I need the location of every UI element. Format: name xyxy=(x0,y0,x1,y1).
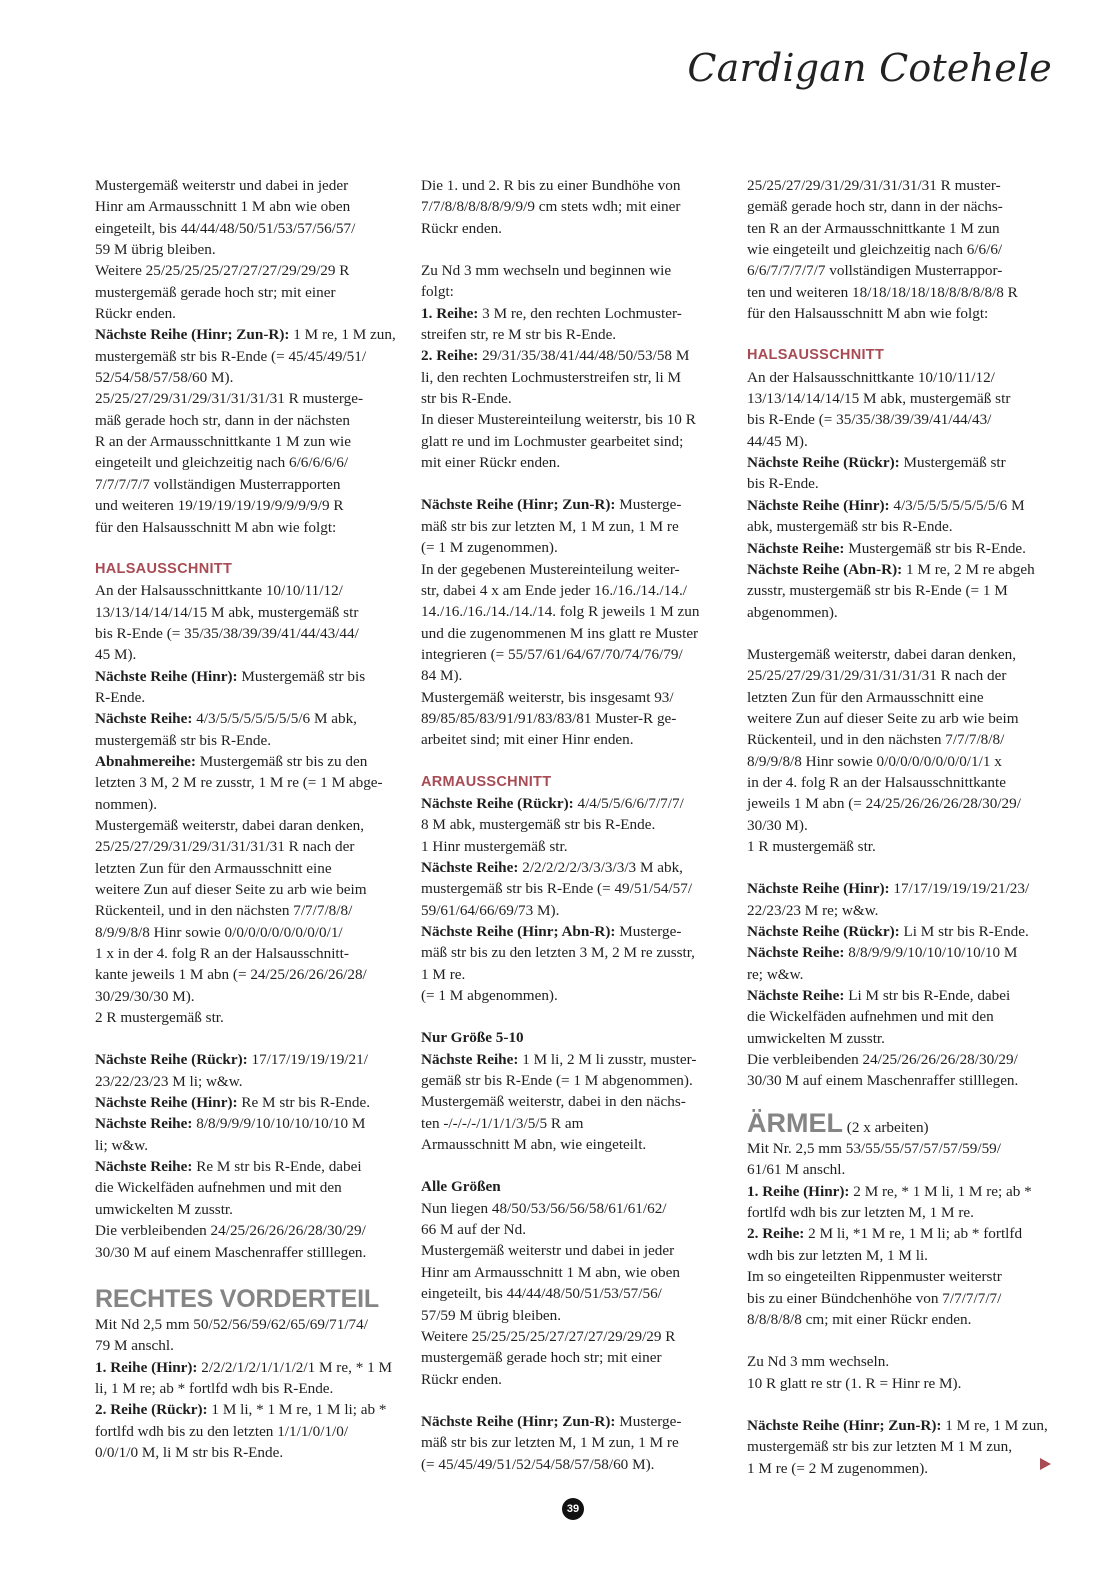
instruction-text: 3 M re, den rechten Lochmuster- xyxy=(478,304,682,322)
row-label: Nächste Reihe (Hinr; Zun-R): xyxy=(747,1416,942,1434)
text-line: folgt: xyxy=(421,283,454,301)
part-heading: RECHTES VORDERTEIL xyxy=(95,1284,379,1313)
text-line xyxy=(95,324,401,345)
text-line: 84 M). xyxy=(421,667,463,685)
text-line: umwickelten M zusstr. xyxy=(95,1200,233,1218)
text-line: letzten 3 M, 2 M re zusstr, 1 M re (= 1 M abge- xyxy=(95,774,383,792)
text-line: Rückr enden. xyxy=(421,219,502,237)
text-line: li, den rechten Lochmusterstreifen str, li M xyxy=(421,368,682,386)
text-column-3 xyxy=(747,175,1053,1500)
text-line xyxy=(95,1357,401,1378)
text-line: R-Ende. xyxy=(95,688,146,706)
row-label: Nächste Reihe (Hinr; Zun-R): xyxy=(421,496,616,514)
text-block xyxy=(747,878,1053,1091)
text-line xyxy=(95,708,401,729)
text-line: weitere Zun auf dieser Seite zu arb wie beim xyxy=(95,881,367,898)
text-line: (= 45/45/49/51/52/54/58/57/58/60 M). xyxy=(421,1455,655,1473)
text-line: eingeteilt, bis 44/44/48/50/51/53/57/56/ xyxy=(421,1285,662,1303)
text-block xyxy=(421,1411,727,1475)
instruction-text: 2 M re, * 1 M li, 1 M re; ab * xyxy=(849,1182,1032,1200)
text-line: mäß str bis zur letzten M, 1 M zun, 1 M re xyxy=(421,1434,679,1452)
text-line: Mustergemäß weiterstr, dabei daran denken, xyxy=(95,816,365,834)
row-label: Nächste Reihe (Hinr; Zun-R): xyxy=(421,1412,616,1430)
text-line: mustergemäß str bis R-Ende (= 49/51/54/57/ xyxy=(421,880,693,898)
page-number-badge: 39 xyxy=(562,1498,584,1520)
text-line xyxy=(747,985,1053,1006)
text-line: 1 x in der 4. folg R an der Halsausschnitt- xyxy=(95,945,349,963)
instruction-text: 1 M re, 1 M zun, xyxy=(289,326,396,344)
text-line: 30/29/30/30 M). xyxy=(95,987,195,1005)
text-line: 8 M abk, mustergemäß str bis R-Ende. xyxy=(421,816,656,834)
text-block xyxy=(747,345,1053,622)
text-line xyxy=(421,494,727,515)
text-line: und die zugenommenen M ins glatt re Muster xyxy=(421,624,699,642)
row-label: 1. Reihe: xyxy=(421,304,479,322)
text-line: mäß str bis zur letzten M, 1 M zun, 1 M re xyxy=(421,517,679,535)
text-block xyxy=(747,1107,1053,1330)
row-label: Alle Größen xyxy=(421,1178,501,1196)
section-heading: HALSAUSSCHNITT xyxy=(95,560,233,577)
text-line: mustergemäß str bis zur letzten M 1 M zun, xyxy=(747,1438,1013,1456)
text-line: Armausschnitt M abn, wie eingeteilt. xyxy=(421,1136,647,1154)
row-label: 1. Reihe (Hinr): xyxy=(95,1358,198,1376)
text-line: mustergemäß str bis R-Ende (= 45/45/49/51/ xyxy=(95,347,367,365)
text-line: arbeitet sind; mit einer Hinr enden. xyxy=(421,731,634,749)
text-line xyxy=(421,1049,727,1070)
text-line: bis R-Ende. xyxy=(747,475,819,493)
instruction-text: 4/4/5/5/6/6/7/7/7/ xyxy=(573,794,684,812)
text-line: Die 1. und 2. R bis zu einer Bundhöhe von xyxy=(421,177,681,194)
text-line: 79 M anschl. xyxy=(95,1337,174,1355)
row-label: Nächste Reihe (Abn-R): xyxy=(747,560,903,578)
text-line: 59 M übrig bleiben. xyxy=(95,241,216,259)
instruction-text: Mustergemäß str bis R-Ende. xyxy=(844,539,1026,557)
text-line: fortlfd wdh bis zu den letzten 1/1/1/0/1/0/ xyxy=(95,1422,349,1440)
row-label: Nächste Reihe (Rückr): xyxy=(421,794,574,812)
text-line: abk, mustergemäß str bis R-Ende. xyxy=(747,518,953,536)
row-label: Nächste Reihe (Hinr): xyxy=(747,880,890,898)
text-line: abgenommen). xyxy=(747,603,838,621)
continue-arrow-icon xyxy=(1040,1458,1051,1470)
text-line xyxy=(747,538,1053,559)
text-line xyxy=(95,1049,401,1070)
text-block xyxy=(95,559,401,1029)
text-line: Die verbleibenden 24/25/26/26/26/28/30/29/ xyxy=(95,1222,366,1240)
text-line: R an der Armausschnittkante 1 M zun wie xyxy=(95,433,352,451)
text-line: li; w&w. xyxy=(95,1136,149,1154)
row-label: Nächste Reihe: xyxy=(421,858,519,876)
text-line xyxy=(747,452,1053,473)
text-line: 61/61 M anschl. xyxy=(747,1161,846,1179)
text-line xyxy=(747,495,1053,516)
text-line: mit einer Rückr enden. xyxy=(421,454,561,472)
instruction-text: 17/17/19/19/19/21/23/ xyxy=(889,880,1030,898)
text-line xyxy=(421,1176,727,1197)
part-heading-title: ÄRMEL xyxy=(747,1107,843,1138)
text-line: jeweils 1 M abn (= 24/25/26/26/26/28/30/29/ xyxy=(747,795,1021,813)
text-line xyxy=(747,1415,1053,1436)
text-line: 1 M re. xyxy=(421,965,466,983)
row-label: Abnahmereihe: xyxy=(95,752,196,770)
text-line xyxy=(95,1156,401,1177)
text-line: eingeteilt, bis 44/44/48/50/51/53/57/56/57/ xyxy=(95,219,356,237)
text-line xyxy=(95,1092,401,1113)
text-line: wie eingeteilt und gleichzeitig nach 6/6/6/ xyxy=(747,241,1003,259)
row-label: Nächste Reihe (Rückr): xyxy=(747,454,900,472)
text-block xyxy=(421,260,727,473)
row-label: Nächste Reihe (Hinr; Zun-R): xyxy=(95,326,290,344)
text-block xyxy=(95,1049,401,1262)
text-line xyxy=(747,878,1053,899)
text-line xyxy=(95,1113,401,1134)
text-block xyxy=(421,772,727,1007)
text-line: Hinr am Armausschnitt 1 M abn, wie oben xyxy=(421,1263,680,1281)
text-line: 23/22/23/23 M li; w&w. xyxy=(95,1072,243,1090)
instruction-text: 29/31/35/38/41/44/48/50/53/58 M xyxy=(478,347,690,365)
text-line: 52/54/58/57/58/60 M). xyxy=(95,369,234,387)
row-label: Nächste Reihe: xyxy=(747,944,845,962)
row-label: 2. Reihe: xyxy=(421,347,479,365)
row-label: Nächste Reihe (Hinr): xyxy=(95,667,238,685)
text-line: bis R-Ende (= 35/35/38/39/39/41/44/43/ xyxy=(747,411,992,429)
text-block xyxy=(747,1351,1053,1394)
text-line: 13/13/14/14/14/15 M abk, mustergemäß str xyxy=(95,603,359,621)
text-line: In der gegebenen Mustereinteilung weiter- xyxy=(421,560,680,578)
text-block xyxy=(421,1027,727,1155)
text-line: zusstr, mustergemäß str bis R-Ende (= 1 M xyxy=(747,582,1008,600)
text-line: 13/13/14/14/14/15 M abk, mustergemäß str xyxy=(747,390,1011,408)
row-label: Nächste Reihe (Hinr): xyxy=(747,496,890,514)
text-line: 25/25/27/29/31/29/31/31/31/31 R nach der xyxy=(95,838,355,856)
instruction-text: Musterge- xyxy=(615,923,682,940)
text-line: 10 R glatt re str (1. R = Hinr re M). xyxy=(747,1374,962,1392)
row-label: Nächste Reihe: xyxy=(95,1115,193,1133)
text-line: in der 4. folg R an der Halsausschnittkante xyxy=(747,773,1006,791)
instruction-text: 2/2/2/1/2/1/1/1/2/1 M re, * 1 M xyxy=(197,1358,392,1376)
text-line: Weitere 25/25/25/25/27/27/27/29/29/29 R xyxy=(95,262,350,280)
instruction-text: Li M str bis R-Ende. xyxy=(899,923,1029,940)
instruction-text: 2/2/2/2/2/3/3/3/3/3 M abk, xyxy=(518,858,683,876)
text-line: Mit Nd 2,5 mm 50/52/56/59/62/65/69/71/74/ xyxy=(95,1315,368,1333)
text-block xyxy=(95,1284,401,1463)
text-line: glatt re und im Lochmuster gearbeitet sind; xyxy=(421,432,684,450)
text-line: 89/85/85/83/91/91/83/83/81 Muster-R ge- xyxy=(421,709,677,727)
text-line: 59/61/64/66/69/73 M). xyxy=(421,901,560,919)
text-line xyxy=(95,751,401,772)
text-line: 30/30 M). xyxy=(747,816,808,834)
instruction-text: 1 M li, * 1 M re, 1 M li; ab * xyxy=(207,1401,387,1419)
text-line: und weiteren 19/19/19/19/19/9/9/9/9/9 R xyxy=(95,497,344,515)
text-line: Nun liegen 48/50/53/56/56/58/61/61/62/ xyxy=(421,1199,667,1217)
text-line: 25/25/27/29/31/29/31/31/31/31 R musterge- xyxy=(95,390,364,408)
instruction-text: 4/3/5/5/5/5/5/5/5/6 M abk, xyxy=(192,710,357,728)
text-line: li, 1 M re; ab * fortlfd wdh bis R-Ende. xyxy=(95,1379,334,1397)
row-label: Nächste Reihe (Rückr): xyxy=(747,923,900,940)
row-label: Nur Größe 5-10 xyxy=(421,1029,524,1047)
text-line: Rückenteil, und in den nächsten 7/7/7/8/8/ xyxy=(747,731,1005,749)
text-line: 66 M auf der Nd. xyxy=(421,1221,527,1239)
text-line xyxy=(421,345,727,366)
text-line: An der Halsausschnittkante 10/10/11/12/ xyxy=(747,368,995,386)
text-line: (= 1 M abgenommen). xyxy=(421,987,558,1005)
text-line: Die verbleibenden 24/25/26/26/26/28/30/29/ xyxy=(747,1051,1018,1069)
text-line: nommen). xyxy=(95,795,158,813)
text-line: für den Halsausschnitt M abn wie folgt: xyxy=(747,305,989,323)
text-line: streifen str, re M str bis R-Ende. xyxy=(421,326,617,344)
text-line xyxy=(421,857,727,878)
text-line xyxy=(747,1223,1053,1244)
text-line: 14./16./16./14./14./14. folg R jeweils 1 M zun xyxy=(421,603,700,621)
text-line: Zu Nd 3 mm wechseln und beginnen wie xyxy=(421,262,672,280)
text-line: Mustergemäß weiterstr und dabei in jeder xyxy=(95,177,349,194)
text-line xyxy=(747,559,1053,580)
text-line: 44/45 M). xyxy=(747,432,808,450)
text-line: 57/59 M übrig bleiben. xyxy=(421,1306,562,1324)
text-line: 8/9/9/8/8 Hinr sowie 0/0/0/0/0/0/0/0/0/1/ xyxy=(95,923,343,941)
text-line: Mustergemäß weiterstr, dabei in den nächs- xyxy=(421,1093,686,1111)
text-line xyxy=(421,793,727,814)
instruction-text: 1 M re, 2 M re abgeh xyxy=(902,560,1035,578)
instruction-text: Mustergemäß str bis zu den xyxy=(195,752,368,770)
text-line: ten -/-/-/-/1/1/1/3/5/5 R am xyxy=(421,1114,584,1132)
text-line: integrieren (= 55/57/61/64/67/70/74/76/79/ xyxy=(421,645,683,663)
text-line: Hinr am Armausschnitt 1 M abn wie oben xyxy=(95,198,351,216)
row-label: Nächste Reihe: xyxy=(95,1158,193,1176)
text-line: letzten Zun für den Armausschnitt eine xyxy=(95,859,332,877)
text-block xyxy=(95,175,401,538)
instruction-text: 8/8/9/9/9/10/10/10/10/10 M xyxy=(844,944,1018,962)
text-block xyxy=(421,1176,727,1389)
text-line: 30/30 M auf einem Maschenraffer stilllegen. xyxy=(95,1243,367,1261)
text-line: An der Halsausschnittkante 10/10/11/12/ xyxy=(95,582,343,600)
text-line: 30/30 M auf einem Maschenraffer stilllegen. xyxy=(747,1072,1019,1090)
text-block xyxy=(747,175,1053,324)
instruction-text: Musterge- xyxy=(615,496,682,514)
row-label: Nächste Reihe (Rückr): xyxy=(95,1051,248,1069)
text-line: 2 R mustergemäß str. xyxy=(95,1009,224,1027)
text-line: 0/0/1/0 M, li M str bis R-Ende. xyxy=(95,1443,284,1461)
row-label: Nächste Reihe: xyxy=(95,710,193,728)
text-column-2 xyxy=(421,175,727,1496)
instruction-text: Mustergemäß str xyxy=(899,454,1006,472)
instruction-text: 2 M li, *1 M re, 1 M li; ab * fortlfd xyxy=(804,1225,1023,1243)
text-line: str, dabei 4 x am Ende jeder 16./16./14./14./ xyxy=(421,581,687,599)
text-line: Mustergemäß weiterstr, dabei daran denken, xyxy=(747,645,1017,663)
text-line: fortlfd wdh bis zur letzten M, 1 M re. xyxy=(747,1204,974,1222)
row-label: 2. Reihe: xyxy=(747,1225,805,1243)
text-line xyxy=(421,921,727,942)
text-line xyxy=(421,1027,727,1048)
text-block xyxy=(747,1415,1053,1479)
text-line xyxy=(421,303,727,324)
text-line xyxy=(95,1399,401,1420)
row-label: Nächste Reihe (Hinr): xyxy=(95,1094,238,1112)
text-line: für den Halsausschnitt M abn wie folgt: xyxy=(95,518,337,536)
text-line: Mit Nr. 2,5 mm 53/55/55/57/57/57/59/59/ xyxy=(747,1140,1001,1158)
text-line: Rückr enden. xyxy=(95,305,176,323)
row-label: Nächste Reihe: xyxy=(421,1050,519,1068)
text-line: (= 1 M zugenommen). xyxy=(421,539,558,557)
text-line: 8/9/9/8/8 Hinr sowie 0/0/0/0/0/0/0/0/1/1 x xyxy=(747,752,1002,770)
text-line: weitere Zun auf dieser Seite zu arb wie beim xyxy=(747,709,1019,727)
row-label: Nächste Reihe: xyxy=(747,987,845,1005)
text-block xyxy=(747,644,1053,857)
text-line: 22/23/23 M re; w&w. xyxy=(747,901,879,919)
instruction-text: 1 M li, 2 M li zusstr, muster- xyxy=(518,1050,697,1068)
text-line: Weitere 25/25/25/25/27/27/27/29/29/29 R xyxy=(421,1327,676,1345)
instruction-text: Musterge- xyxy=(615,1412,682,1430)
text-line: die Wickelfäden aufnehmen und mit den xyxy=(95,1179,342,1197)
text-line: eingeteilt und gleichzeitig nach 6/6/6/6/6/ xyxy=(95,454,349,472)
text-line: 7/7/8/8/8/8/8/9/9/9 cm stets wdh; mit einer xyxy=(421,198,681,216)
instruction-text: 4/3/5/5/5/5/5/5/5/6 M xyxy=(889,496,1025,514)
page-title: Cardigan Cotehele xyxy=(687,46,1052,90)
text-line: 25/25/27/29/31/29/31/31/31/31 R nach der xyxy=(747,667,1007,685)
text-line: mustergemäß str bis R-Ende. xyxy=(95,731,272,749)
instruction-text: 8/8/9/9/9/10/10/10/10/10 M xyxy=(192,1115,366,1133)
instruction-text: 1 M re, 1 M zun, xyxy=(941,1416,1048,1434)
text-line: 45 M). xyxy=(95,646,137,664)
instruction-text: 17/17/19/19/19/21/ xyxy=(247,1051,368,1069)
text-line: bis zu einer Bündchenhöhe von 7/7/7/7/7/ xyxy=(747,1289,1002,1307)
instruction-text: Re M str bis R-Ende. xyxy=(237,1094,371,1112)
text-line: 1 M re (= 2 M zugenommen). xyxy=(747,1459,929,1477)
text-line: 1 R mustergemäß str. xyxy=(747,837,876,855)
text-line: re; w&w. xyxy=(747,965,804,983)
text-line: str bis R-Ende. xyxy=(421,390,512,408)
text-line: Rückr enden. xyxy=(421,1370,502,1388)
text-line: kante jeweils 1 M abn (= 24/25/26/26/26/28/ xyxy=(95,966,367,984)
instruction-text: Re M str bis R-Ende, dabei xyxy=(192,1158,362,1176)
text-line xyxy=(421,1411,727,1432)
text-line: Zu Nd 3 mm wechseln. xyxy=(747,1353,890,1371)
text-line: 7/7/7/7/7 vollständigen Musterrapporten xyxy=(95,475,341,493)
text-line: Mustergemäß weiterstr und dabei in jeder xyxy=(421,1242,675,1260)
instruction-text: Mustergemäß str bis xyxy=(237,667,366,685)
text-line xyxy=(747,1181,1053,1202)
text-line: Mustergemäß weiterstr, bis insgesamt 93/ xyxy=(421,688,674,706)
text-line: gemäß gerade hoch str, dann in der nächs- xyxy=(747,198,1003,216)
text-line: 8/8/8/8/8 cm; mit einer Rückr enden. xyxy=(747,1310,972,1328)
text-line: 25/25/27/29/31/29/31/31/31/31 R muster- xyxy=(747,177,1001,194)
text-column-1 xyxy=(95,175,401,1484)
text-line: mäß gerade hoch str, dann in der nächsten xyxy=(95,411,350,429)
part-heading-note: (2 x arbeiten) xyxy=(843,1118,929,1136)
text-line: wdh bis zur letzten M, 1 M li. xyxy=(747,1246,928,1264)
text-line: Im so eingeteilten Rippenmuster weiterstr xyxy=(747,1268,1002,1286)
text-line: ten R an der Armausschnittkante 1 M zun xyxy=(747,219,1000,237)
text-line: Rückenteil, und in den nächsten 7/7/7/8/8/ xyxy=(95,902,353,920)
text-line: mustergemäß gerade hoch str; mit einer xyxy=(421,1349,662,1367)
text-line xyxy=(747,921,1053,942)
text-line: ten und weiteren 18/18/18/18/18/8/8/8/8/8 R xyxy=(747,283,1018,301)
section-heading: ARMAUSSCHNITT xyxy=(421,773,552,790)
text-line xyxy=(747,942,1053,963)
section-heading: HALSAUSSCHNITT xyxy=(747,347,885,364)
text-line: umwickelten M zusstr. xyxy=(747,1029,885,1047)
text-line: In dieser Mustereinteilung weiterstr, bis 10 R xyxy=(421,411,696,429)
text-line: mäß str bis zu den letzten 3 M, 2 M re zusstr, xyxy=(421,944,695,962)
text-line: bis R-Ende (= 35/35/38/39/39/41/44/43/44/ xyxy=(95,624,359,642)
row-label: 1. Reihe (Hinr): xyxy=(747,1182,850,1200)
row-label: Nächste Reihe (Hinr; Abn-R): xyxy=(421,923,616,940)
row-label: 2. Reihe (Rückr): xyxy=(95,1401,208,1419)
row-label: Nächste Reihe: xyxy=(747,539,845,557)
text-line: 6/6/7/7/7/7/7 vollständigen Musterrappor- xyxy=(747,262,1003,280)
text-line: mustergemäß gerade hoch str; mit einer xyxy=(95,283,336,301)
part-heading xyxy=(747,1107,1053,1138)
text-line: gemäß str bis R-Ende (= 1 M abgenommen). xyxy=(421,1072,693,1090)
text-block xyxy=(421,175,727,239)
text-line: letzten Zun für den Armausschnitt eine xyxy=(747,688,984,706)
text-line: 1 Hinr mustergemäß str. xyxy=(421,837,568,855)
text-block xyxy=(421,494,727,750)
text-line: die Wickelfäden aufnehmen und mit den xyxy=(747,1008,994,1026)
instruction-text: Li M str bis R-Ende, dabei xyxy=(844,987,1011,1005)
text-line xyxy=(95,666,401,687)
